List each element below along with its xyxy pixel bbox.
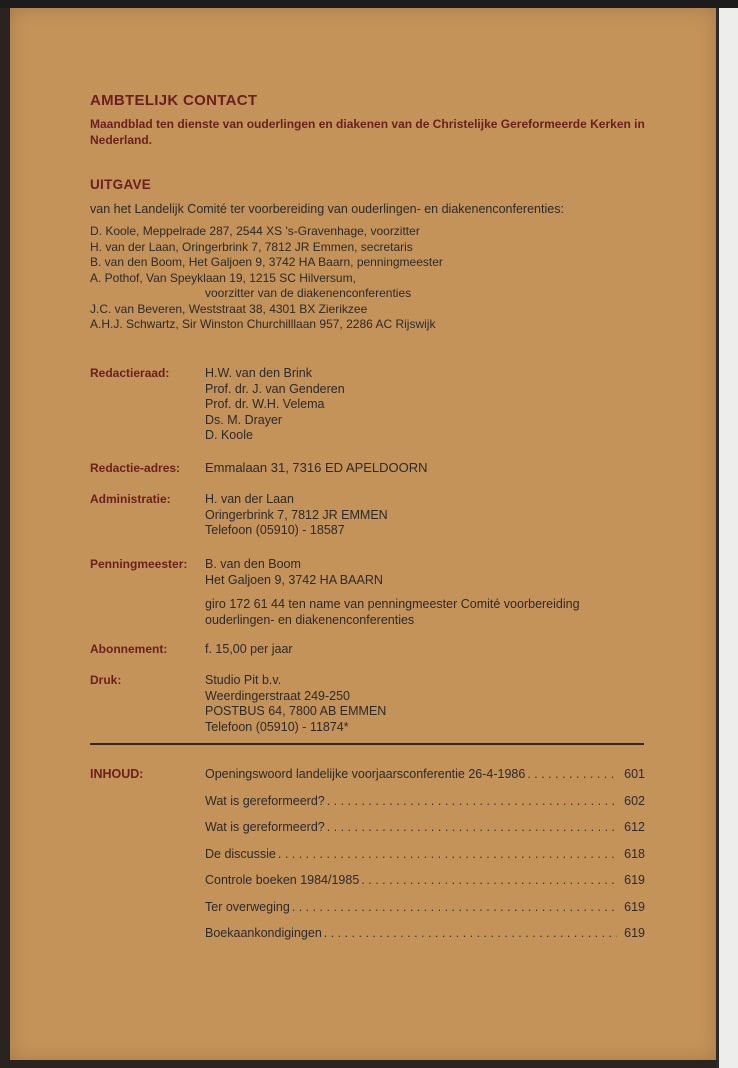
toc-entry[interactable] <box>205 820 645 847</box>
toc-entry-title: Openingswoord landelijke voorjaarsconferentie 26-4-1986 <box>205 767 526 781</box>
member-line: A.H.J. Schwartz, Sir Winston Churchilllaan 957, 2286 AC Rijswijk <box>90 317 436 331</box>
toc-entry-page: 602 <box>624 793 645 808</box>
scan-border-top <box>0 0 738 8</box>
toc-leader-dots <box>527 767 617 781</box>
toc-entry-page: 619 <box>624 926 645 940</box>
magazine-title: AMBTELIJK CONTACT <box>90 92 258 109</box>
druk-address <box>205 673 655 735</box>
toc-entry[interactable] <box>205 767 645 794</box>
toc-leader-dots <box>292 900 617 914</box>
address-line: Oringerbrink 7, 7812 JR EMMEN <box>205 507 388 522</box>
toc-leader-dots <box>327 820 617 834</box>
subscription-price: f. 15,00 per jaar <box>205 642 293 656</box>
toc-entry-page: 612 <box>624 820 645 834</box>
uitgave-heading: UITGAVE <box>90 177 152 192</box>
giro-text: giro 172 61 44 ten name van penningmeester Comité voorbereiding ouderlingen- en diakenenconferenties <box>205 597 580 627</box>
redactie-adres-label: Redactie-adres: <box>90 461 181 475</box>
redactieraad-label: Redactieraad: <box>90 366 170 380</box>
penningmeester-label: Penningmeester: <box>90 557 188 571</box>
address-line: Weerdingerstraat 249-250 <box>205 688 350 703</box>
toc-leader-dots <box>278 847 617 861</box>
druk-label: Druk: <box>90 673 122 687</box>
member-line: J.C. van Beveren, Weststraat 38, 4301 BX Zierikzee <box>90 301 368 316</box>
toc-entry-title: Controle boeken 1984/1985 <box>205 873 360 887</box>
redactie-adres-text: Emmalaan 31, 7316 ED APELDOORN <box>205 460 428 475</box>
toc-leader-dots <box>361 873 617 887</box>
toc-entry-title: Wat is gereformeerd? <box>205 820 325 834</box>
member-line: voorzitter van de diakenenconferenties <box>205 286 412 300</box>
toc-entry-page: 618 <box>624 846 645 861</box>
redactieraad-names <box>205 366 655 444</box>
editor-name: Prof. dr. W.H. Velema <box>205 397 325 411</box>
member-line: H. van der Laan, Oringerbrink 7, 7812 JR Emmen, secretaris <box>90 239 413 254</box>
address-line: Het Galjoen 9, 3742 HA BAARN <box>205 572 383 587</box>
toc-entry-title: De discussie <box>205 846 276 861</box>
toc-leader-dots <box>327 794 617 808</box>
toc-entry-page: 619 <box>624 873 645 887</box>
address-line: POSTBUS 64, 7800 AB EMMEN <box>205 704 387 718</box>
magazine-subtitle: Maandblad ten dienste van ouderlingen en diakenen van de Christelijke Gereformeerde Kerken in Nederland. <box>90 117 645 147</box>
address-line: Telefoon (05910) - 11874* <box>205 719 349 734</box>
editor-name: Prof. dr. J. van Genderen <box>205 381 345 396</box>
toc-entry[interactable] <box>205 873 645 900</box>
uitgave-intro: van het Landelijk Comité ter voorbereiding van ouderlingen- en diakenenconferenties: <box>90 202 564 216</box>
toc-entry-page: 601 <box>624 767 645 781</box>
table-of-contents <box>205 767 645 953</box>
committee-members <box>90 224 650 333</box>
administratie-address <box>205 492 655 539</box>
inhoud-label: INHOUD: <box>90 767 144 781</box>
toc-entry-title: Wat is gereformeerd? <box>205 793 325 808</box>
scan-edge-strip <box>716 8 738 1068</box>
redactie-adres-value <box>205 460 655 476</box>
section-divider <box>90 743 644 745</box>
editor-name: D. Koole <box>205 428 253 442</box>
toc-entry[interactable] <box>205 794 645 821</box>
address-line: Studio Pit b.v. <box>205 673 282 687</box>
editor-name: H.W. van den Brink <box>205 366 312 380</box>
member-line: A. Pothof, Van Speyklaan 19, 1215 SC Hilversum, <box>90 270 356 285</box>
toc-entry-title: Ter overweging <box>205 899 290 914</box>
toc-entry-title: Boekaankondigingen <box>205 926 322 940</box>
address-line: H. van der Laan <box>205 492 294 506</box>
penningmeester-address <box>205 557 655 628</box>
address-line: B. van den Boom <box>205 557 301 571</box>
editor-name: Ds. M. Drayer <box>205 412 283 427</box>
abonnement-value <box>205 642 655 658</box>
toc-leader-dots <box>324 926 617 940</box>
member-line: B. van den Boom, Het Galjoen 9, 3742 HA Baarn, penningmeester <box>90 255 443 269</box>
toc-entry[interactable] <box>205 900 645 927</box>
abonnement-label: Abonnement: <box>90 642 168 656</box>
address-line: Telefoon (05910) - 18587 <box>205 523 345 537</box>
toc-entry[interactable] <box>205 847 645 874</box>
toc-entry[interactable] <box>205 926 645 953</box>
toc-entry-page: 619 <box>624 899 645 914</box>
administratie-label: Administratie: <box>90 492 171 506</box>
member-line: D. Koole, Meppelrade 287, 2544 XS 's-Gravenhage, voorzitter <box>90 224 420 238</box>
